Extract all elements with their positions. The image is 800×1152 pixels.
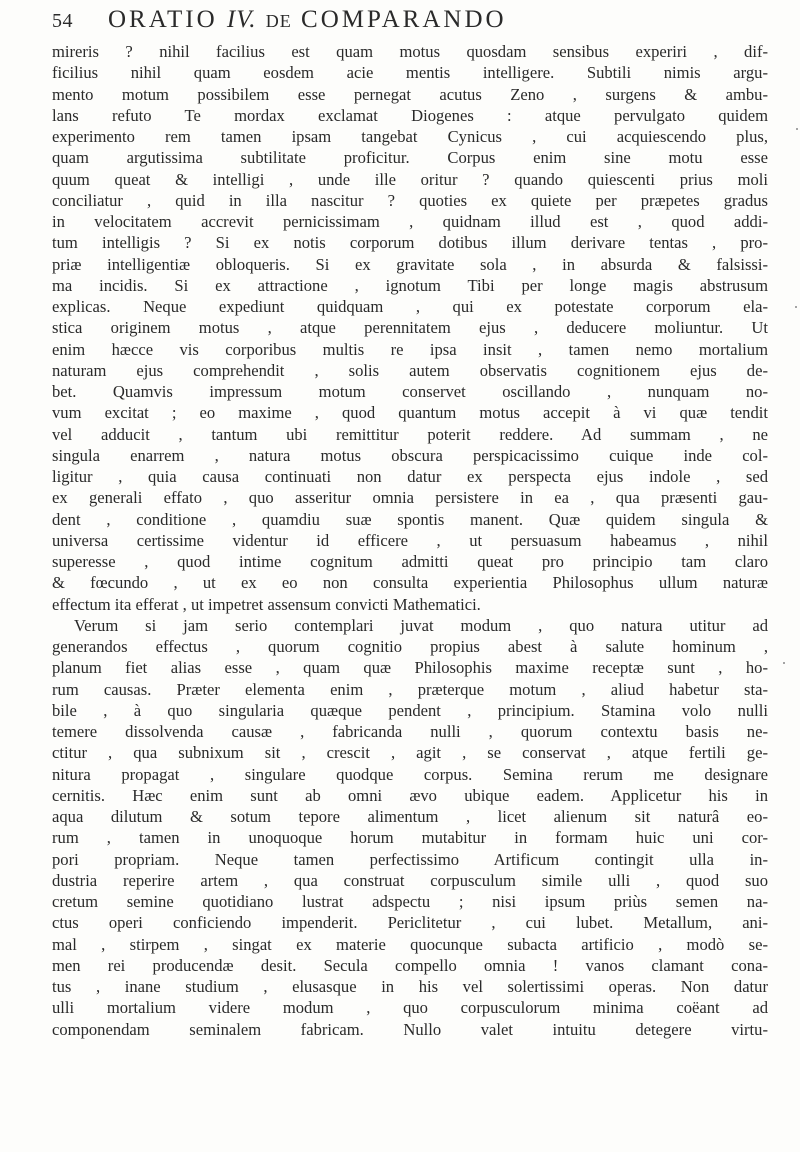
text-line: tus , inane studium , elusasque in his vel solertissimi operas. Non datur xyxy=(52,977,768,996)
text-line: ficilius nihil quam eosdem acie mentis intelligere. Subtili nimis argu- xyxy=(52,63,768,83)
paragraph-last-line: effectum ita efferat , ut impetret assensum convicti Mathematici. xyxy=(52,594,481,614)
margin-speck xyxy=(796,128,798,130)
text-line: men rei producendæ desit. Secula compello omnia ! vanos clamant cona- xyxy=(52,955,768,975)
text-line: singula enarrem , natura motus obscura perspicacissimo cuique inde col- xyxy=(52,445,768,465)
text-line: ctitur , qua subnixum sit , crescit , agit , se conservat , atque fertili ge- xyxy=(52,743,768,763)
page-header xyxy=(52,6,752,40)
page-number: 54 xyxy=(52,10,73,32)
running-title-oratio: ORATIO xyxy=(108,6,218,33)
text-line: vum excitat ; eo maxime , quod quantum motus accepit à vi quæ tendit xyxy=(52,403,768,423)
text-line: bile , à quo singularia quæque pendent , principium. Stamina volo nulli xyxy=(52,700,768,720)
text-line: tum intelligis ? Si ex notis corporum dotibus illum derivare tentas , pro- xyxy=(52,233,768,253)
text-line: ligitur , quia causa continuati non datur ex perspecta ejus indole , sed xyxy=(52,467,768,486)
text-line: rum causas. Præter elementa enim , præterque motum , aliud habetur sta- xyxy=(52,679,768,699)
text-line: in velocitatem accrevit pernicissimam , quidnam illud est , quod addi- xyxy=(52,212,768,231)
text-line: enim hæcce vis corporibus multis re ipsa insit , tamen nemo mortalium xyxy=(52,339,768,359)
text-line: ulli mortalium videre modum , quo corpusculorum minima coëant ad xyxy=(52,998,768,1018)
text-line: explicas. Neque expediunt quidquam , qui ex potestate corporum ela- xyxy=(52,297,768,316)
text-line: rum , tamen in unoquoque horum mutabitur in formam huic uni cor- xyxy=(52,828,768,848)
text-line: stica originem motus , atque perennitatem ejus , deducere moliuntur. Ut xyxy=(52,318,768,338)
text-line: mireris ? nihil facilius est quam motus quosdam sensibus experiri , dif- xyxy=(52,42,768,61)
body-text xyxy=(52,41,768,1040)
text-line: nitura propagat , singulare quodque corpus. Semina rerum me designare xyxy=(52,764,768,784)
running-title-de: DE xyxy=(265,11,292,31)
margin-speck xyxy=(783,662,785,664)
text-line: lans refuto Te mordax exclamat Diogenes : atque pervulgato quidem xyxy=(52,105,768,125)
text-line: quam argutissima subtilitate proficitur. Corpus enim sine motu esse xyxy=(52,148,768,168)
text-line: aqua dilutum & sotum tepore alimentum , licet alienum sit naturâ eo- xyxy=(52,807,768,826)
margin-speck xyxy=(795,306,797,308)
text-line: bet. Quamvis impressum motum conservet oscillando , nunquam no- xyxy=(52,382,768,401)
running-title-comparando: COMPARANDO xyxy=(301,6,507,33)
text-line: temere dissolvenda causæ , fabricanda nulli , quorum contextu basis ne- xyxy=(52,722,768,741)
text-line: cernitis. Hæc enim sunt ab omni ævo ubique eadem. Applicetur his in xyxy=(52,785,768,805)
text-line: quum queat & intelligi , unde ille oritur ? quando quiescenti prius moli xyxy=(52,169,768,189)
text-line: dustria reperire artem , qua construat corpusculum simile ulli , quod suo xyxy=(52,870,768,890)
text-line: experimento rem tamen ipsam tangebat Cynicus , cui acquiescendo plus, xyxy=(52,127,768,146)
running-title-number: IV. xyxy=(226,6,257,33)
text-line: planum fiet alias esse , quam quæ Philosophis maxime receptæ sunt , ho- xyxy=(52,658,768,678)
text-line: priæ intelligentiæ obloqueris. Si ex gravitate sola , in absurda & falsissi- xyxy=(52,254,768,274)
text-line: cretum semine quotidiano lustrat adspectu ; nisi ipsum priùs semen na- xyxy=(52,892,768,911)
text-line: conciliatur , quid in illa nascitur ? quoties ex quiete per præpetes gradus xyxy=(52,190,768,210)
text-line: ctus operi conficiendo impenderit. Periclitetur , cui lubet. Metallum, ani- xyxy=(52,913,768,933)
text-line: generandos effectus , quorum cognitio propius abest à salute hominum , xyxy=(52,637,768,656)
text-line: pori propriam. Neque tamen perfectissimo Artificum contingit ulla in- xyxy=(52,849,768,869)
text-line: universa certissime videntur id efficere , ut persuasum habeamus , nihil xyxy=(52,530,768,550)
text-line: mal , stirpem , singat ex materie quocunque subacta artificio , modò se- xyxy=(52,934,768,954)
text-line: dent , conditione , quamdiu suæ spontis manent. Quæ quidem singula & xyxy=(52,509,768,529)
text-line: superesse , quod intime cognitum admitti queat pro principio tam claro xyxy=(52,552,768,571)
text-line: componendam seminalem fabricam. Nullo valet intuitu detegere virtu- xyxy=(52,1019,768,1039)
text-line: ex generali effato , quo asseritur omnia persistere in ea , qua præsenti gau- xyxy=(52,488,768,508)
text-line: mento motum possibilem esse pernegat acutus Zeno , surgens & ambu- xyxy=(52,84,768,104)
text-line: ma incidis. Si ex attractione , ignotum Tibi per longe magis abstrusum xyxy=(52,275,768,295)
text-line: naturam ejus comprehendit , solis autem observatis cognitionem ejus de- xyxy=(52,360,768,380)
text-line: & fœcundo , ut ex eo non consulta experientia Philosophus ullum naturæ xyxy=(52,573,768,593)
running-title xyxy=(108,6,507,34)
text-line: vel adducit , tantum ubi remittitur poterit reddere. Ad summam , ne xyxy=(52,424,768,444)
paragraph-first-line: Verum si jam serio contemplari juvat modum , quo natura utitur ad xyxy=(74,615,768,635)
